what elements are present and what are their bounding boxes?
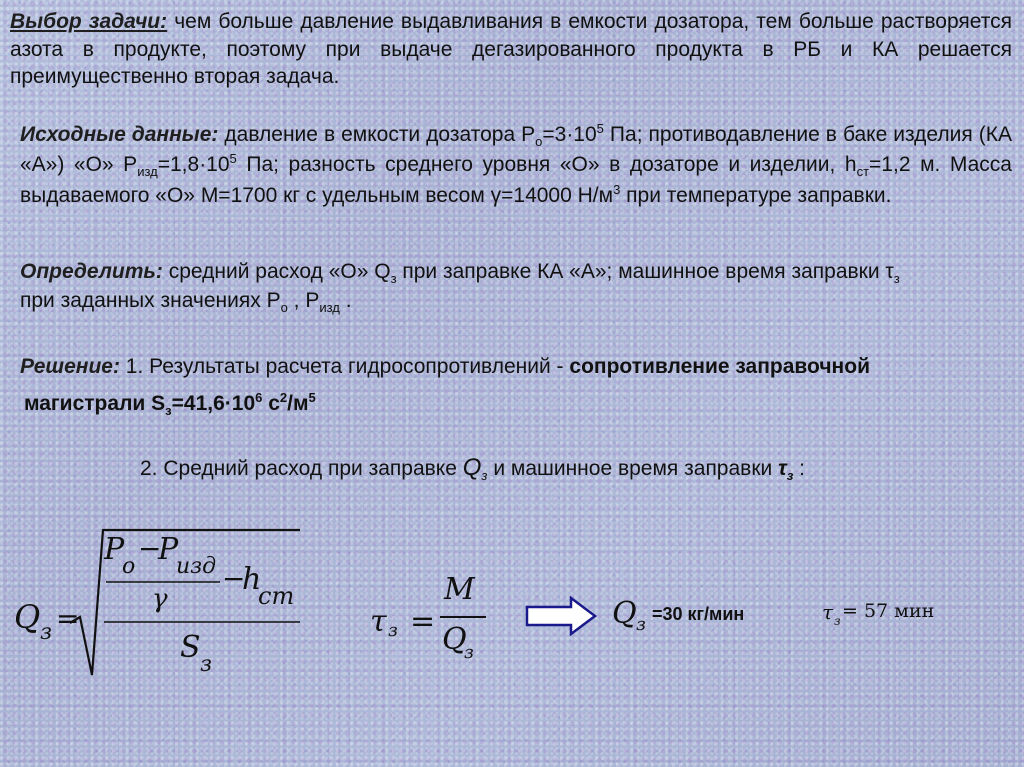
sup-5b: 5 (229, 151, 237, 167)
initial-text-1: давление в емкости дозатора P (224, 123, 536, 146)
tau-fraction-bar (440, 616, 486, 618)
h-symbol: h (242, 562, 262, 597)
step2-text-1: 2. Средний расход при заправке (140, 457, 457, 480)
minus-1: − (138, 532, 162, 565)
solution-line-2 (24, 389, 1012, 419)
initial-label: Исходные данные: (20, 123, 219, 146)
q-denominator: Q (442, 622, 467, 657)
step2-q: Q (462, 454, 482, 481)
initial-data-paragraph (20, 120, 1012, 209)
p-sub-izd: изд (176, 554, 217, 579)
m-symbol: M (444, 572, 475, 607)
solution-bold-2: магистрали S (24, 392, 166, 415)
q-equals: = (56, 602, 80, 635)
result-q-sub: з (636, 614, 646, 635)
result-tau-value: = 57 мин (842, 600, 935, 622)
initial-text-5: Па; разность среднего уровня «О» в дозаторе и изделии, h (236, 153, 857, 177)
result-q-value: =30 кг/мин (652, 604, 745, 624)
p-sub-o: o (122, 554, 136, 579)
define-text-1: средний расход «О» Q (168, 260, 391, 283)
define-text-5: . (339, 289, 352, 313)
solution-bold-4: с (262, 392, 280, 415)
result-tau-symbol: τ (822, 600, 834, 624)
task-label: Выбор задачи: (10, 10, 168, 33)
p-symbol-2: P (158, 532, 179, 567)
minus-2: − (222, 562, 246, 595)
define-text-3: при заданных значениях P (20, 289, 281, 313)
sub-z2: з (893, 271, 900, 287)
define-label: Определить: (20, 260, 163, 283)
initial-text-7: при температуре заправки. (620, 183, 892, 207)
q-sub: з (40, 620, 52, 645)
sup-6: 6 (255, 390, 263, 405)
result-q-symbol: Q (612, 596, 637, 631)
q-denominator-sub: з (464, 642, 474, 663)
sub-z3: з (165, 403, 172, 419)
initial-text-3: Па; противодавление в баке изделия (КА «А») «О» P (20, 123, 1012, 177)
solution-text-1: 1. Результаты расчета гидросопротивлений - (125, 355, 564, 378)
step2-tau: τ (778, 457, 787, 480)
sup-5: 5 (596, 121, 604, 136)
solution-paragraph (20, 353, 1012, 381)
sub-o: о (535, 134, 543, 150)
h-sub-ct: ст (258, 582, 295, 610)
step2-paragraph (140, 452, 805, 484)
s-symbol: S (180, 630, 201, 665)
gamma-symbol: γ (152, 584, 168, 614)
solution-bold-1: сопротивление заправочной (569, 355, 870, 378)
p-symbol: P (104, 532, 125, 567)
result-q (610, 596, 810, 636)
initial-text-2: =3·10 (542, 123, 597, 146)
step2-text-2: и машинное время заправки (493, 457, 773, 480)
define-text-2: при заправке КА «А»; машинное время заправки τ (396, 260, 894, 283)
sup-2: 2 (279, 390, 288, 405)
task-text: чем больше давление выдавливания в емкости дозатора, тем больше растворяется азота в продукте, поэтому при выдаче дегазированного продукта в РБ и КА решается преимущественно вторая задача. (10, 10, 1012, 89)
define-text-4: , P (287, 289, 320, 313)
right-arrow-icon (525, 596, 597, 636)
task-paragraph (10, 8, 1012, 91)
formula-q (0, 510, 340, 690)
initial-text-6: =1,2 м. Масса выдаваемого «О» M=1700 кг с удельным весом γ=14000 Н/м (20, 153, 1012, 207)
solution-bold-5: /м (287, 392, 309, 415)
sub-o2: о (280, 300, 288, 316)
step2-q-sub: з (481, 468, 488, 484)
define-paragraph (20, 258, 1012, 317)
step2-tau-sub: з (786, 468, 794, 484)
q-symbol: Q (14, 598, 41, 636)
tau-equals: = (410, 604, 436, 639)
step2-text-3: : (793, 457, 806, 480)
result-tau-sub: з (834, 614, 841, 628)
solution-label: Решение: (20, 355, 120, 378)
tau-symbol: τ (370, 604, 387, 639)
sub-izd: изд (137, 164, 158, 180)
sup-5c: 5 (308, 390, 316, 405)
solution-bold-3: =41,6·10 (171, 392, 256, 415)
sup-3: 3 (613, 181, 621, 197)
initial-text-4: =1,8·10 (157, 153, 230, 177)
sub-izd2: изд (319, 300, 340, 316)
tau-sub: з (388, 620, 398, 641)
sub-z: з (390, 271, 397, 287)
result-tau (820, 596, 970, 636)
sub-ct: ст (856, 164, 870, 180)
formula-tau (360, 570, 500, 680)
s-sub: з (200, 652, 212, 677)
